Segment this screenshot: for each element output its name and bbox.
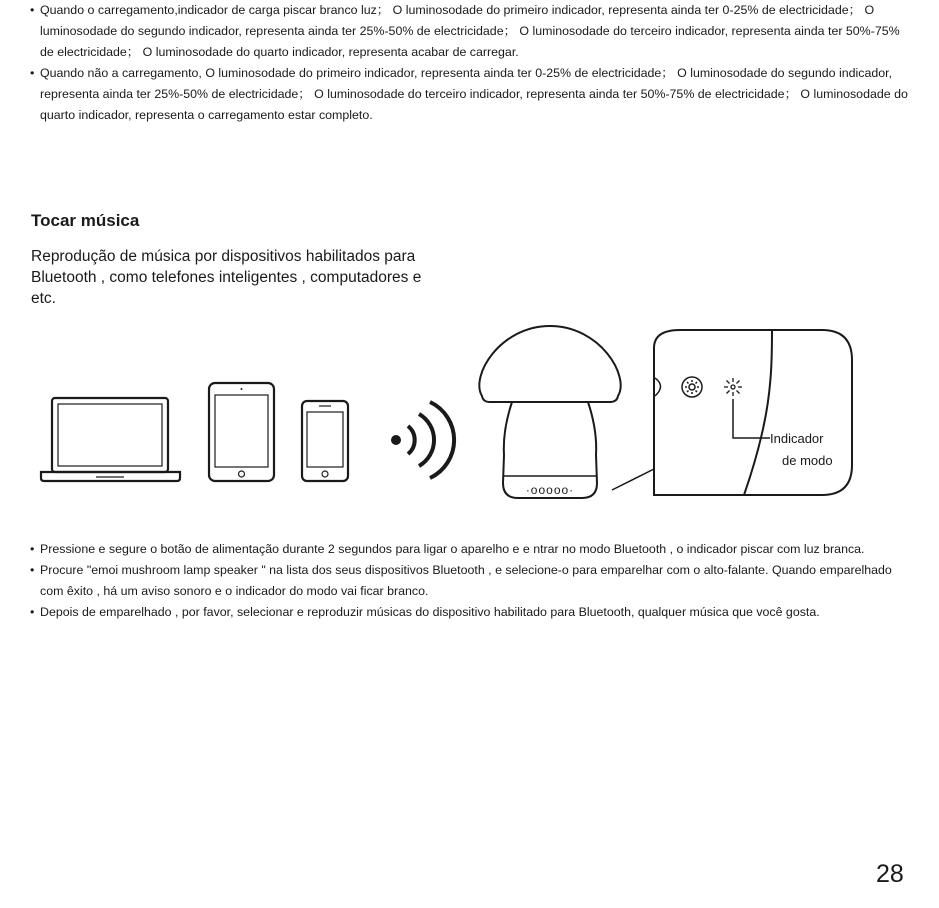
list-item: • Depois de emparelhado , por favor, selecionar e reproduzir músicas do dispositivo habilitado para Bluetooth, qualquer música que você gosta.: [30, 602, 910, 623]
list-item: • Procure "emoi mushroom lamp speaker " na lista dos seus dispositivos Bluetooth , e selecione-o para emparelhar com o alto-falante. Quando emparelhado com êxito , há um aviso sonoro e o indicador do modo vai ficar branco.: [30, 560, 910, 602]
indicator-label-line2: de modo: [782, 453, 833, 468]
section-title: Tocar música: [31, 211, 140, 230]
indicator-label-line1: Indicador: [770, 431, 824, 446]
mode-indicator-light-icon: [724, 378, 742, 396]
laptop-icon: [41, 398, 180, 481]
list-item: • Quando não a carregamento, O luminosodade do primeiro indicador, representa ainda ter 0-25% de electricidade； O luminosodade do segundo indicador, representa ainda ter 25%-50% de electricidade； O luminosodade do terceiro indicador, representa ainda ter 50%-75% de electricidade； O luminosodade do quarto indicador, representa o carregamento estar completo.: [30, 63, 910, 126]
bluetooth-pairing-illustration: [0, 320, 939, 520]
section-intro: Reprodução de música por dispositivos habilitados para Bluetooth , como telefones inteligentes , computadores e etc.: [31, 248, 422, 307]
tablet-icon: [209, 383, 274, 481]
mushroom-speaker-icon: [479, 326, 620, 498]
page-number: 28: [876, 860, 904, 888]
charging-notes-list: [30, 0, 910, 126]
speaker-detail-zoom: [612, 330, 852, 495]
speaker-dots: ·ooooo·: [525, 483, 575, 497]
list-item: • Pressione e segure o botão de alimentação durante 2 segundos para ligar o aparelho e e ntrar no modo Bluetooth , o indicador piscar com luz branca.: [30, 539, 910, 560]
power-button-icon: [682, 377, 702, 397]
list-item: • Quando o carregamento,indicador de carga piscar branco luz； O luminosodade do primeiro indicador, representa ainda ter 0-25% de electricidade； O luminosodade do segundo indicador, representa ainda ter 25%-50% de electricidade； O luminosodade do terceiro indicador, representa ainda ter 50%-75% de electricidade； O luminosodade do quarto indicador, representa acabar de carregar.: [30, 0, 910, 63]
phone-icon: [302, 401, 348, 481]
bluetooth-signal-icon: [391, 402, 454, 478]
steps-list: [30, 539, 910, 623]
